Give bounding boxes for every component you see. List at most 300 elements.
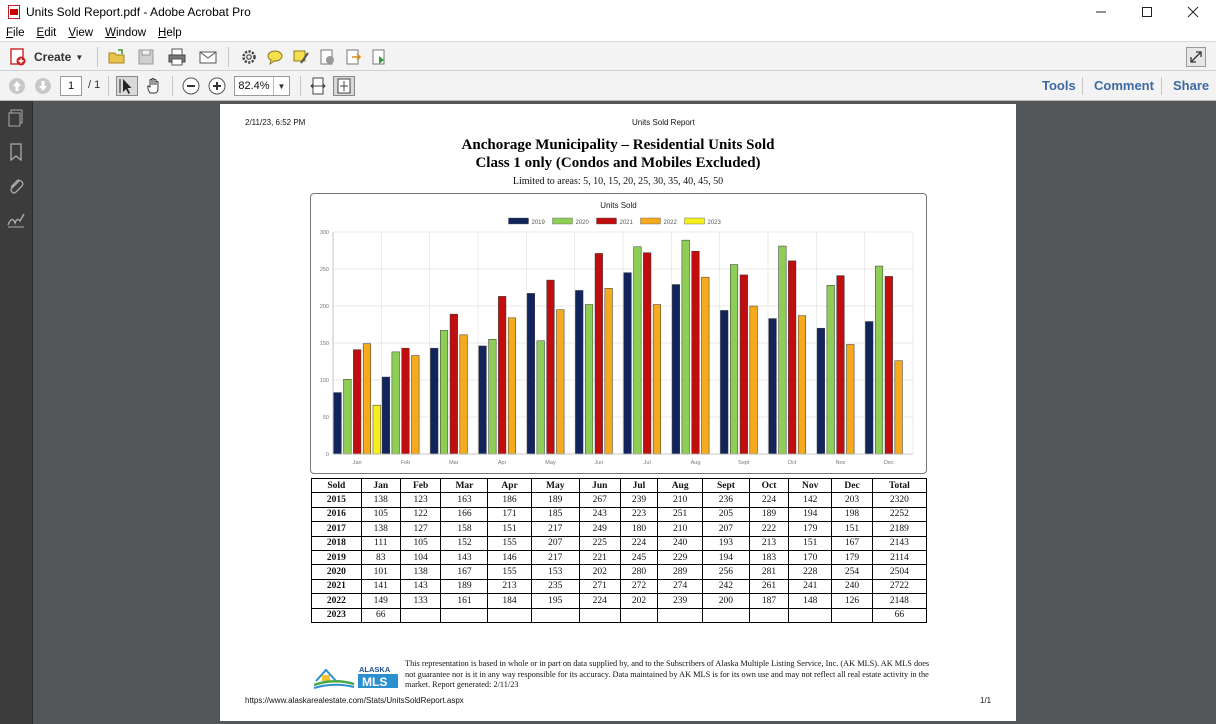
table-cell: 198 (832, 507, 872, 521)
table-cell: 138 (361, 493, 400, 507)
x-tick-label: Oct (787, 460, 797, 466)
table-row (312, 507, 927, 521)
stamp-button[interactable] (316, 47, 338, 67)
bar (595, 253, 603, 454)
signatures-panel-button[interactable] (6, 210, 26, 230)
toolbar-separator (228, 47, 229, 67)
table-cell: 224 (579, 594, 620, 608)
menu-window-accel: W (105, 26, 116, 39)
open-folder-icon (107, 47, 127, 67)
x-tick-label: Jul (643, 460, 651, 466)
table-year-cell: 2015 (312, 493, 362, 507)
attachments-panel-button[interactable] (6, 176, 26, 196)
table-cell: 151 (789, 536, 832, 550)
table-cell: 202 (579, 565, 620, 579)
menu-edit-accel: E (36, 26, 45, 39)
report-areas-note: Limited to areas: 5, 10, 15, 20, 25, 30, 35, 40, 45, 50 (512, 176, 724, 187)
bar (363, 344, 371, 454)
print-icon (167, 47, 187, 67)
toolbar-separator (1082, 77, 1083, 95)
table-cell: 170 (789, 550, 832, 564)
close-icon (1187, 6, 1199, 18)
toolbar-separator (1161, 77, 1162, 95)
table-row (312, 536, 927, 550)
table-cell (531, 608, 579, 622)
table-header-cell: Nov (789, 479, 832, 493)
table-cell: 224 (620, 536, 658, 550)
table-header-cell: Feb (400, 479, 441, 493)
table-cell: 189 (749, 507, 788, 521)
bar (827, 285, 835, 454)
table-row (312, 594, 927, 608)
table-cell: 200 (702, 594, 749, 608)
table-cell: 184 (488, 594, 531, 608)
table-body (312, 493, 927, 623)
hand-tool-button[interactable] (143, 76, 165, 96)
table-cell: 229 (658, 550, 702, 564)
toolbar-separator (172, 76, 173, 96)
table-header-row (312, 479, 927, 493)
page-header-title: Units Sold Report (632, 118, 695, 127)
table-cell: 138 (361, 522, 400, 536)
share-file-button[interactable] (368, 47, 390, 67)
comment-tool-button[interactable] (264, 47, 286, 67)
select-tool-button[interactable] (116, 76, 138, 96)
create-button[interactable] (8, 47, 84, 67)
zoom-value: 82.4% (238, 80, 270, 92)
fit-width-icon (308, 76, 328, 96)
legend-swatch (641, 218, 661, 224)
chevron-down-icon: ▼ (75, 52, 84, 62)
table-cell: 249 (579, 522, 620, 536)
table-cell: 2320 (872, 493, 926, 507)
table-cell: 152 (441, 536, 488, 550)
table-row (312, 565, 927, 579)
table-year-cell: 2022 (312, 594, 362, 608)
email-icon (198, 47, 218, 67)
bar (334, 393, 342, 454)
table-cell: 186 (488, 493, 531, 507)
table-year-cell: 2018 (312, 536, 362, 550)
signatures-icon (6, 210, 26, 230)
highlight-button[interactable] (290, 47, 312, 67)
table-header-cell: Sept (702, 479, 749, 493)
table-cell: 151 (488, 522, 531, 536)
bar (440, 330, 448, 454)
menu-help[interactable] (158, 27, 182, 39)
table-row (312, 493, 927, 507)
table-header-cell: Jul (620, 479, 658, 493)
menu-view-accel: V (68, 26, 76, 39)
maximize-icon (1141, 6, 1153, 18)
save-button[interactable] (135, 47, 157, 67)
table-cell: 179 (832, 550, 872, 564)
bar (508, 318, 516, 454)
menu-help-accel: H (158, 26, 167, 39)
zoom-out-icon (181, 76, 201, 96)
menu-edit[interactable] (37, 27, 57, 39)
table-cell: 289 (658, 565, 702, 579)
legend-swatch (685, 218, 705, 224)
menu-file-accel: F (6, 26, 14, 39)
y-tick-label: 0 (325, 452, 329, 458)
table-cell: 189 (531, 493, 579, 507)
table-year-cell: 2023 (312, 608, 362, 622)
bar (575, 290, 583, 454)
table-cell (579, 608, 620, 622)
gear-icon (239, 47, 259, 67)
legend-label: 2020 (575, 220, 589, 226)
fit-page-icon (334, 76, 354, 96)
toolbar-separator (300, 76, 301, 96)
table-cell: 210 (658, 493, 702, 507)
table-cell: 194 (702, 550, 749, 564)
bar (875, 266, 883, 454)
table-cell: 217 (531, 550, 579, 564)
table-cell: 133 (400, 594, 441, 608)
table-cell: 66 (361, 608, 400, 622)
legend-swatch (553, 218, 573, 224)
table-cell (789, 608, 832, 622)
bar (672, 285, 680, 454)
table-cell: 167 (441, 565, 488, 579)
table-cell (702, 608, 749, 622)
table-cell: 281 (749, 565, 788, 579)
bar (788, 261, 796, 454)
bar (720, 310, 728, 454)
table-header-cell: Sold (312, 479, 362, 493)
fit-width-button[interactable] (307, 76, 329, 96)
bar (460, 335, 468, 454)
y-tick-label: 50 (322, 415, 329, 421)
main-toolbar (0, 41, 1216, 71)
table-cell: 167 (832, 536, 872, 550)
next-page-button[interactable] (32, 76, 54, 96)
bar (837, 276, 845, 454)
table-cell: 194 (789, 507, 832, 521)
bar (769, 319, 777, 454)
table-cell: 2114 (872, 550, 926, 564)
table-cell: 239 (620, 493, 658, 507)
legend-label: 2019 (531, 220, 545, 226)
minimize-icon (1095, 6, 1107, 18)
table-year-cell: 2020 (312, 565, 362, 579)
y-tick-label: 200 (319, 304, 329, 310)
menu-view-label: iew (75, 26, 94, 39)
table-cell: 213 (749, 536, 788, 550)
table-cell: 171 (488, 507, 531, 521)
legend-swatch (509, 218, 529, 224)
pages-panel-button[interactable] (6, 108, 26, 128)
table-cell: 236 (702, 493, 749, 507)
report-subtitle-class: Class 1 only (Condos and Mobiles Excluded) (475, 155, 761, 171)
menu-help-label: elp (166, 26, 182, 39)
units-sold-chart (310, 193, 927, 474)
bookmarks-panel-button[interactable] (6, 142, 26, 162)
table-cell: 267 (579, 493, 620, 507)
table-cell: 242 (702, 579, 749, 593)
acrobat-pdf-icon (8, 5, 20, 19)
table-header-cell: Oct (749, 479, 788, 493)
bar (702, 277, 710, 454)
table-cell: 155 (488, 536, 531, 550)
table-cell: 261 (749, 579, 788, 593)
y-tick-label: 250 (319, 267, 329, 273)
table-cell: 235 (531, 579, 579, 593)
table-year-cell: 2016 (312, 507, 362, 521)
prev-page-icon (7, 76, 27, 96)
table-cell: 66 (872, 608, 926, 622)
menu-window-label: indow (115, 26, 147, 39)
table-cell: 151 (832, 522, 872, 536)
table-row (312, 579, 927, 593)
table-cell: 243 (579, 507, 620, 521)
table-cell: 193 (702, 536, 749, 550)
table-cell: 123 (400, 493, 441, 507)
table-cell: 142 (789, 493, 832, 507)
x-tick-label: Apr (497, 460, 507, 466)
table-cell: 185 (531, 507, 579, 521)
menu-view[interactable] (68, 27, 93, 39)
table-cell (488, 608, 531, 622)
export-icon (343, 47, 363, 67)
bar (373, 405, 381, 454)
bar (895, 361, 903, 454)
bar (730, 265, 738, 454)
table-cell: 240 (832, 579, 872, 593)
legend-label: 2023 (707, 220, 721, 226)
table-cell: 207 (531, 536, 579, 550)
table-cell: 195 (531, 594, 579, 608)
units-sold-table (311, 478, 927, 623)
table-cell: 146 (488, 550, 531, 564)
table-cell: 179 (789, 522, 832, 536)
logo-mls-text: MLS (362, 675, 388, 689)
table-cell: 127 (400, 522, 441, 536)
table-cell: 240 (658, 536, 702, 550)
table-cell (658, 608, 702, 622)
menu-file-label: ile (13, 26, 25, 39)
table-header-cell: May (531, 479, 579, 493)
alaska-mls-logo (314, 661, 400, 691)
legend-label: 2021 (619, 220, 633, 226)
table-cell: 161 (441, 594, 488, 608)
settings-button[interactable] (238, 47, 260, 67)
legend-label: 2022 (663, 220, 677, 226)
table-cell: 111 (361, 536, 400, 550)
bar (605, 288, 613, 454)
highlight-icon (291, 47, 311, 67)
save-icon (136, 47, 156, 67)
table-cell: 101 (361, 565, 400, 579)
print-button[interactable] (166, 47, 188, 67)
menu-bar (0, 24, 1216, 41)
chart-svg (311, 194, 926, 473)
chevron-down-icon: ▼ (273, 77, 289, 95)
bar (885, 276, 893, 454)
table-cell: 256 (702, 565, 749, 579)
table-cell: 104 (400, 550, 441, 564)
table-cell: 251 (658, 507, 702, 521)
menu-window[interactable] (105, 27, 146, 39)
table-cell: 2504 (872, 565, 926, 579)
table-cell: 105 (361, 507, 400, 521)
table-cell: 254 (832, 565, 872, 579)
bar (624, 273, 632, 454)
bar (479, 346, 487, 454)
table-year-cell: 2017 (312, 522, 362, 536)
hand-tool-icon (144, 76, 164, 96)
bar (634, 247, 642, 454)
legend-swatch (597, 218, 617, 224)
print-datetime: 2/11/23, 6:52 PM (245, 118, 306, 127)
table-cell (620, 608, 658, 622)
export-button[interactable] (342, 47, 364, 67)
table-cell (400, 608, 441, 622)
table-cell: 122 (400, 507, 441, 521)
toolbar-separator (108, 76, 109, 96)
navigation-pane (0, 101, 33, 724)
toolbar-separator (97, 47, 98, 67)
table-cell: 2722 (872, 579, 926, 593)
pages-icon (6, 108, 26, 128)
tools-link[interactable]: Tools (1042, 78, 1076, 93)
table-cell: 143 (441, 550, 488, 564)
x-tick-label: Sept (738, 460, 750, 466)
table-cell: 207 (702, 522, 749, 536)
x-tick-label: Aug (690, 460, 701, 466)
table-cell: 158 (441, 522, 488, 536)
table-cell: 141 (361, 579, 400, 593)
table-cell: 163 (441, 493, 488, 507)
x-tick-label: Feb (400, 460, 411, 466)
x-tick-label: Dec (883, 460, 894, 466)
table-cell: 180 (620, 522, 658, 536)
bar (557, 310, 565, 454)
logo-alaska-text: ALASKA (359, 665, 391, 674)
close-button[interactable] (1170, 0, 1216, 24)
report-title: Anchorage Municipality – Residential Units Sold (461, 137, 775, 153)
table-cell (832, 608, 872, 622)
table-cell: 153 (531, 565, 579, 579)
table-cell: 2143 (872, 536, 926, 550)
footer-url: https://www.alaskarealestate.com/Stats/UnitsSoldReport.aspx (245, 696, 464, 705)
table-cell: 241 (789, 579, 832, 593)
bar (585, 305, 593, 454)
table-cell: 2252 (872, 507, 926, 521)
bar (817, 328, 825, 454)
share-link[interactable]: Share (1173, 78, 1210, 93)
table-cell: 143 (400, 579, 441, 593)
bar (402, 348, 410, 454)
maximize-button[interactable] (1124, 0, 1170, 24)
table-cell (749, 608, 788, 622)
bar (392, 352, 400, 454)
bar (865, 322, 873, 454)
comment-link[interactable]: Comment (1094, 78, 1154, 93)
zoom-in-button[interactable] (206, 76, 228, 96)
table-header-cell: Mar (441, 479, 488, 493)
bar (682, 240, 690, 454)
prev-page-button[interactable] (6, 76, 28, 96)
table-cell: 225 (579, 536, 620, 550)
table-header-cell: Total (872, 479, 926, 493)
chart-title: Units Sold (600, 201, 637, 210)
expand-button[interactable] (1186, 47, 1206, 67)
table-cell: 223 (620, 507, 658, 521)
bar (498, 296, 506, 454)
footer-page-number: 1/1 (980, 696, 992, 705)
table-cell: 155 (488, 565, 531, 579)
bar (740, 275, 748, 454)
table-cell: 272 (620, 579, 658, 593)
table-cell: 187 (749, 594, 788, 608)
y-tick-label: 100 (319, 378, 329, 384)
table-header-cell: Dec (832, 479, 872, 493)
comment-icon (265, 47, 285, 67)
table-cell: 274 (658, 579, 702, 593)
table-row (312, 550, 927, 564)
bar (382, 377, 390, 454)
stamp-icon (317, 47, 337, 67)
y-tick-label: 150 (319, 341, 329, 347)
table-cell: 126 (832, 594, 872, 608)
table-header-cell: Jun (579, 479, 620, 493)
table-cell: 221 (579, 550, 620, 564)
bar (798, 316, 806, 454)
bar (412, 356, 420, 454)
minimize-button[interactable] (1078, 0, 1124, 24)
table-header-cell: Aug (658, 479, 702, 493)
table-cell: 105 (400, 536, 441, 550)
table-cell: 149 (361, 594, 400, 608)
bar (430, 348, 438, 454)
table-cell: 228 (789, 565, 832, 579)
bar (653, 305, 661, 454)
bar (547, 280, 555, 454)
fit-page-button[interactable] (333, 76, 355, 96)
table-row (312, 608, 927, 622)
bar (847, 344, 855, 454)
bar (750, 306, 758, 454)
page-number-input[interactable]: 1 (60, 76, 82, 96)
zoom-out-button[interactable] (180, 76, 202, 96)
bar (344, 379, 352, 454)
table-row (312, 522, 927, 536)
email-button[interactable] (197, 47, 219, 67)
open-button[interactable] (106, 47, 128, 67)
table-cell: 83 (361, 550, 400, 564)
table-cell: 224 (749, 493, 788, 507)
share-file-icon (369, 47, 389, 67)
create-button-label: Create (34, 50, 72, 64)
create-pdf-icon (8, 47, 28, 67)
table-cell: 271 (579, 579, 620, 593)
x-tick-label: Jan (352, 460, 362, 466)
navigation-toolbar (0, 71, 1216, 101)
table-cell: 245 (620, 550, 658, 564)
table-header-cell: Jan (361, 479, 400, 493)
table-cell: 189 (441, 579, 488, 593)
table-cell: 148 (789, 594, 832, 608)
menu-edit-label: dit (44, 26, 57, 39)
bar (489, 339, 497, 454)
select-tool-icon (117, 76, 137, 96)
zoom-select[interactable] (234, 76, 290, 96)
table-cell: 183 (749, 550, 788, 564)
menu-file[interactable] (6, 27, 25, 39)
x-tick-label: Mar (449, 460, 459, 466)
